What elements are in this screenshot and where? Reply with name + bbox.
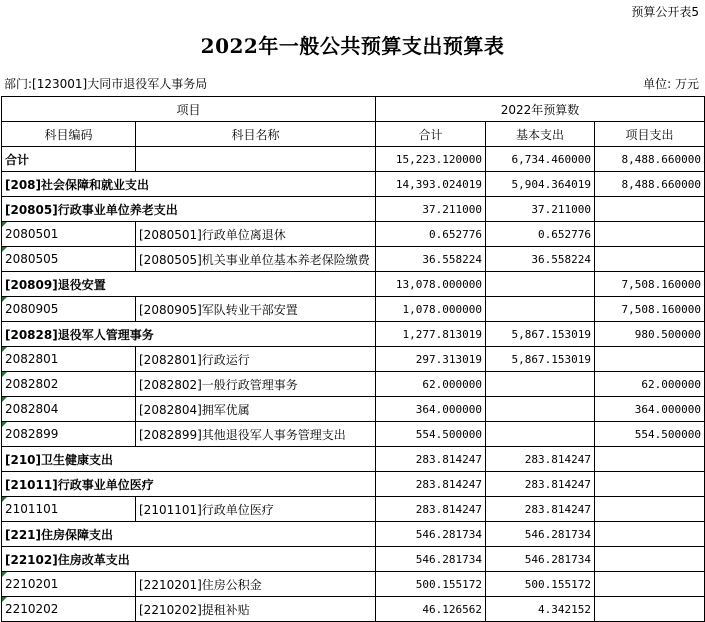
row-proj: 364.000000 [595, 397, 705, 422]
table-row[interactable] [2, 547, 705, 572]
row-name: [2080501]行政单位离退休 [136, 222, 376, 247]
row-code-text: 2082801 [5, 352, 59, 366]
row-total: 283.814247 [376, 447, 486, 472]
row-code [2, 397, 136, 422]
row-proj [595, 197, 705, 222]
row-code-text: 2082804 [5, 402, 59, 416]
cell-marker-icon [2, 422, 7, 427]
row-name: [2210202]提租补贴 [136, 597, 376, 622]
row-code [2, 572, 136, 597]
row-name: [2082804]拥军优属 [136, 397, 376, 422]
page-title: 2022年一般公共预算支出预算表 [200, 34, 505, 58]
table-row[interactable] [2, 197, 705, 222]
row-basic: 283.814247 [486, 497, 595, 522]
row-category: [20805]行政事业单位养老支出 [2, 197, 376, 222]
row-basic [486, 397, 595, 422]
row-total: 283.814247 [376, 472, 486, 497]
table-row[interactable] [2, 147, 705, 172]
row-category: [22102]住房改革支出 [2, 547, 376, 572]
header-total: 合计 [376, 122, 486, 147]
unit-label: 单位: 万元 [643, 77, 699, 91]
table-row[interactable] [2, 597, 705, 622]
header-code: 科目编码 [2, 122, 136, 147]
row-code [2, 247, 136, 272]
row-proj [595, 497, 705, 522]
row-code-text: 2080905 [5, 302, 59, 316]
row-basic: 37.211000 [486, 197, 595, 222]
header-basic: 基本支出 [486, 122, 595, 147]
row-basic: 0.652776 [486, 222, 595, 247]
row-proj [595, 472, 705, 497]
table-row[interactable] [2, 397, 705, 422]
row-proj [595, 222, 705, 247]
row-basic: 5,904.364019 [486, 172, 595, 197]
row-total: 297.313019 [376, 347, 486, 372]
row-proj [595, 447, 705, 472]
row-code [2, 297, 136, 322]
row-basic: 546.281734 [486, 547, 595, 572]
row-code-text: 2210202 [5, 602, 59, 616]
table-row[interactable] [2, 297, 705, 322]
cell-marker-icon [2, 347, 7, 352]
row-total: 1,277.813019 [376, 322, 486, 347]
row-total: 14,393.024019 [376, 172, 486, 197]
table-row[interactable] [2, 472, 705, 497]
row-name: [2080505]机关事业单位基本养老保险缴费 [136, 247, 376, 272]
row-proj: 554.500000 [595, 422, 705, 447]
row-proj [595, 547, 705, 572]
row-category: [208]社会保障和就业支出 [2, 172, 376, 197]
row-code [2, 222, 136, 247]
row-basic [486, 372, 595, 397]
row-total: 546.281734 [376, 547, 486, 572]
row-total: 13,078.000000 [376, 272, 486, 297]
row-code-text: 2082802 [5, 377, 59, 391]
budget-table [1, 96, 705, 622]
table-row[interactable] [2, 347, 705, 372]
row-basic: 4.342152 [486, 597, 595, 622]
table-row[interactable] [2, 522, 705, 547]
row-basic [486, 422, 595, 447]
table-row[interactable] [2, 447, 705, 472]
total-label: 合计 [5, 152, 30, 167]
department-label: 部门:[123001]大同市退役军人事务局 [4, 77, 208, 91]
row-name: [2082801]行政运行 [136, 347, 376, 372]
row-basic: 283.814247 [486, 447, 595, 472]
row-total: 37.211000 [376, 197, 486, 222]
row-total: 546.281734 [376, 522, 486, 547]
row-basic: 5,867.153019 [486, 322, 595, 347]
row-basic [486, 272, 595, 297]
row-category: [21011]行政事业单位医疗 [2, 472, 376, 497]
header-row-columns [2, 122, 705, 147]
cell-marker-icon [2, 297, 7, 302]
row-code-text: 2082899 [5, 427, 59, 441]
row-name: [2080905]军队转业干部安置 [136, 297, 376, 322]
row-category: [20828]退役军人管理事务 [2, 322, 376, 347]
row-proj: 7,508.160000 [595, 297, 705, 322]
row-total: 364.000000 [376, 397, 486, 422]
row-total: 500.155172 [376, 572, 486, 597]
row-code [2, 422, 136, 447]
row-name: [2101101]行政单位医疗 [136, 497, 376, 522]
row-total: 46.126562 [376, 597, 486, 622]
row-proj [595, 597, 705, 622]
row-proj [595, 347, 705, 372]
row-code [2, 497, 136, 522]
row-basic: 36.558224 [486, 247, 595, 272]
table-row[interactable] [2, 322, 705, 347]
row-proj [595, 572, 705, 597]
row-category: [20809]退役安置 [2, 272, 376, 297]
header-row-top [2, 97, 705, 122]
row-proj [595, 522, 705, 547]
row-name: [2210201]住房公积金 [136, 572, 376, 597]
cell-marker-icon [2, 247, 7, 252]
table-row[interactable] [2, 272, 705, 297]
row-code-text: 2080505 [5, 252, 59, 266]
row-total: 554.500000 [376, 422, 486, 447]
row-proj: 8,488.660000 [595, 172, 705, 197]
row-name-empty [136, 147, 376, 172]
row-proj: 980.500000 [595, 322, 705, 347]
table-row[interactable] [2, 572, 705, 597]
cell-marker-icon [2, 597, 7, 602]
cell-marker-icon [2, 572, 7, 577]
row-total: 62.000000 [376, 372, 486, 397]
row-name: [2082899]其他退役军人事务管理支出 [136, 422, 376, 447]
row-name: [2082802]一般行政管理事务 [136, 372, 376, 397]
row-category: [221]住房保障支出 [2, 522, 376, 547]
row-basic: 546.281734 [486, 522, 595, 547]
row-code-text: 2101101 [5, 502, 59, 516]
row-total: 36.558224 [376, 247, 486, 272]
row-total: 1,078.000000 [376, 297, 486, 322]
header-name: 科目名称 [136, 122, 376, 147]
row-basic: 283.814247 [486, 472, 595, 497]
cell-marker-icon [2, 397, 7, 402]
row-basic: 5,867.153019 [486, 347, 595, 372]
cell-marker-icon [2, 497, 7, 502]
table-row[interactable] [2, 247, 705, 272]
row-code-text: 2210201 [5, 577, 59, 591]
header-proj: 项目支出 [595, 122, 705, 147]
row-code [2, 347, 136, 372]
row-category [2, 147, 136, 172]
header-project: 项目 [2, 97, 376, 122]
table-row[interactable] [2, 172, 705, 197]
table-row[interactable] [2, 422, 705, 447]
row-basic [486, 297, 595, 322]
cell-marker-icon [2, 222, 7, 227]
row-basic: 500.155172 [486, 572, 595, 597]
report-number-label: 预算公开表5 [631, 5, 699, 19]
table-row[interactable] [2, 497, 705, 522]
row-proj [595, 247, 705, 272]
cell-marker-icon [2, 372, 7, 377]
row-code [2, 372, 136, 397]
row-code-text: 2080501 [5, 227, 59, 241]
row-proj: 7,508.160000 [595, 272, 705, 297]
row-code [2, 597, 136, 622]
row-category: [210]卫生健康支出 [2, 447, 376, 472]
row-total: 15,223.120000 [376, 147, 486, 172]
table-row[interactable] [2, 222, 705, 247]
row-total: 0.652776 [376, 222, 486, 247]
row-basic: 6,734.460000 [486, 147, 595, 172]
table-row[interactable] [2, 372, 705, 397]
header-budget-group: 2022年预算数 [376, 97, 705, 122]
row-total: 283.814247 [376, 497, 486, 522]
row-proj: 62.000000 [595, 372, 705, 397]
row-proj: 8,488.660000 [595, 147, 705, 172]
